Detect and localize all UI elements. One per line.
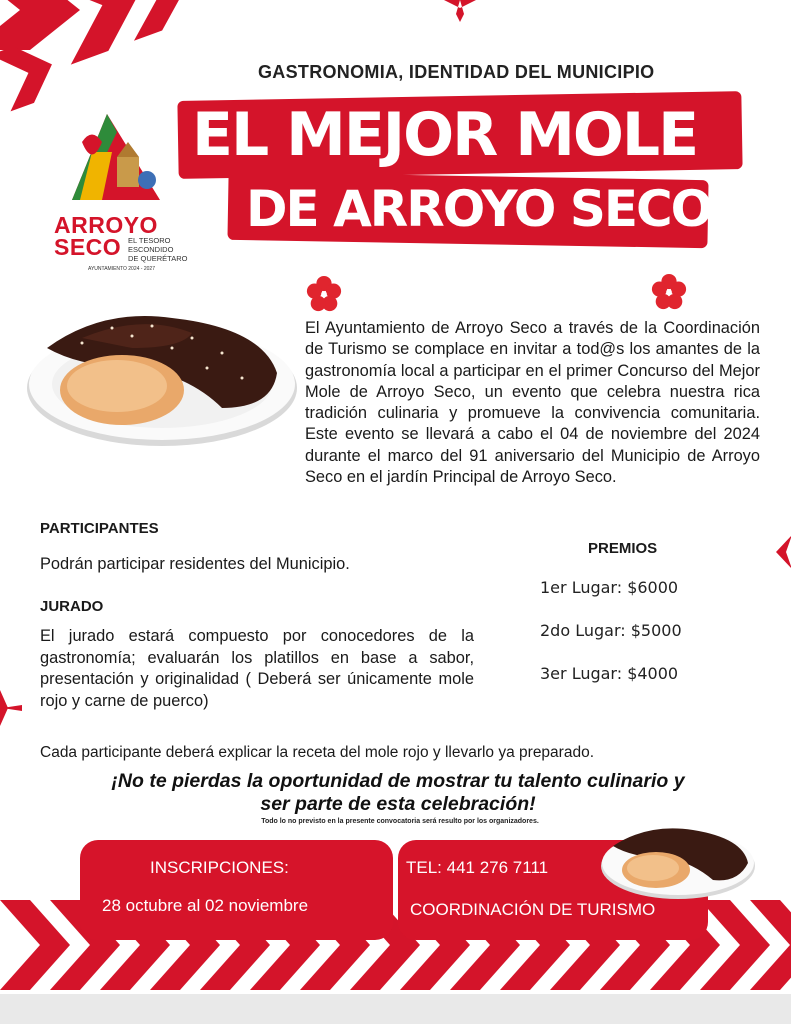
jurado-text: El jurado estará compuesto por conocedores de la gastronomía; evaluarán los platillos en base a sabor, presentación y originalidad ( Deberá ser únicamente mole rojo y carne de puerco) xyxy=(40,627,474,710)
mole-plate-image xyxy=(22,298,302,458)
event-subtitle: GASTRONOMIA, IDENTIDAD DEL MUNICIPIO xyxy=(258,62,655,82)
inscripciones-label: INSCRIPCIONES: xyxy=(150,858,289,877)
contact-phone: TEL: 441 276 7111 xyxy=(406,858,549,877)
inscripciones-panel xyxy=(80,840,393,940)
star-accent-right xyxy=(772,535,791,569)
flower-icon xyxy=(305,275,343,313)
logo-ayuntamiento: AYUNTAMIENTO 2024 - 2027 xyxy=(88,266,155,272)
jurado-heading: JURADO xyxy=(40,598,104,615)
prize-item: 2do Lugar: $5000 xyxy=(540,621,682,640)
star-accent-left xyxy=(0,690,22,726)
participantes-text: Podrán participar residentes del Municipio. xyxy=(40,555,350,573)
intro-paragraph: El Ayuntamiento de Arroyo Seco a través de la Coordinación de Turismo se complace en invitar a tod@s los amantes de la gastronomía local a participar en el primer Concurso del Mejor Mole de Arroyo Seco, un evento que celebra nuestra rica tradición culinaria y promueve la convivencia comunitaria. Este evento se llevará a cabo el 04 de noviembre del 2024 durante el marco del 91 aniversario del Municipio de Arroyo Seco en el jardín Principal de Arroyo Seco. xyxy=(305,319,760,487)
star-accent-top xyxy=(440,0,480,24)
logo-name: ARROYO SECO xyxy=(54,212,158,260)
arroyo-seco-logo-icon xyxy=(62,112,162,202)
premios-heading: PREMIOS xyxy=(588,540,658,557)
inscripciones-dates: 28 octubre al 02 noviembre xyxy=(102,896,309,915)
call-to-action: ¡No te pierdas la oportunidad de mostrar tu talento culinario y ser parte de esta celebración! xyxy=(111,770,685,815)
title-line-2: DE ARROYO SECO xyxy=(246,180,712,238)
fine-print: Todo lo no previsto en la presente convocatoria será resulto por los organizadores. xyxy=(261,818,539,825)
logo-tagline: EL TESORO ESCONDIDO DE QUERÉTARO xyxy=(128,236,188,263)
title-line-1: EL MEJOR MOLE xyxy=(192,100,698,170)
receta-note: Cada participante deberá explicar la receta del mole rojo y llevarlo ya preparado. xyxy=(40,744,595,761)
prize-item: 3er Lugar: $4000 xyxy=(540,664,679,683)
participantes-heading: PARTICIPANTES xyxy=(40,520,159,537)
prize-item: 1er Lugar: $6000 xyxy=(540,578,679,597)
flower-icon xyxy=(650,273,688,311)
chevron-stripes-top xyxy=(0,0,200,120)
contact-organization: COORDINACIÓN DE TURISMO xyxy=(410,900,656,919)
footer-band xyxy=(0,994,791,1024)
mole-plate-small-image xyxy=(598,818,758,903)
